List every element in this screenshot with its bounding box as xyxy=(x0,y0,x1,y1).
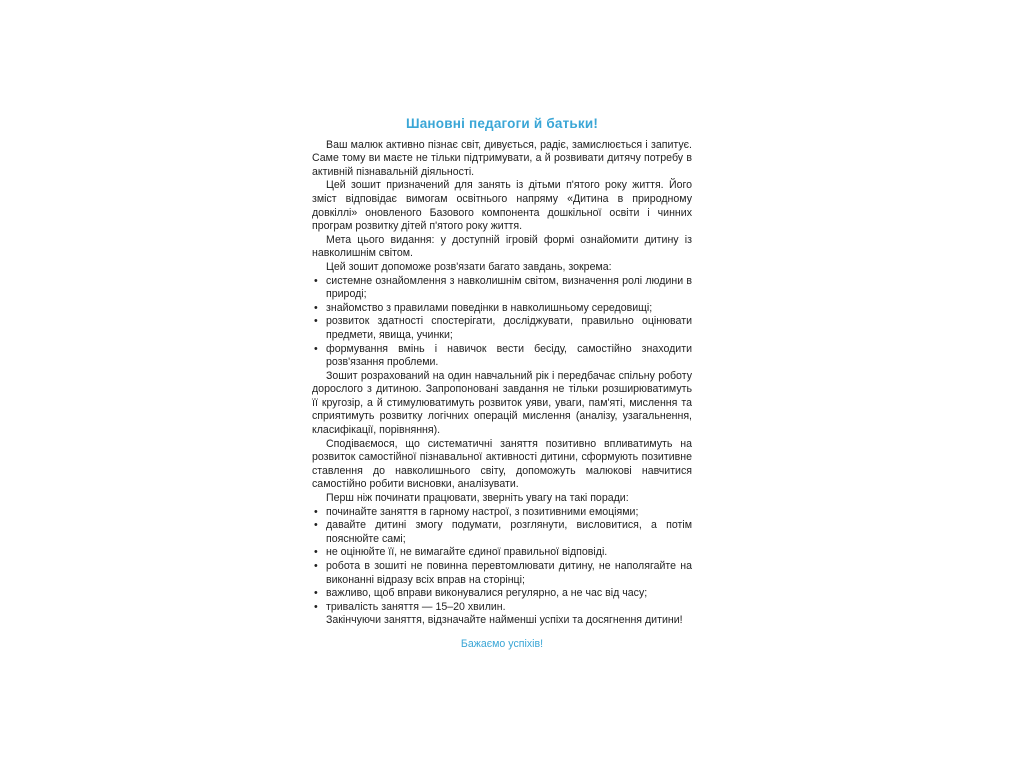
paragraph: Перш ніж починати працювати, зверніть увагу на такі поради: xyxy=(326,492,629,505)
list-item-text: знайомство з правилами поведінки в навколишньому середовищі; xyxy=(326,301,653,314)
list-item xyxy=(312,519,692,546)
list-item xyxy=(312,560,692,587)
list-item xyxy=(312,506,692,520)
bullet-icon: • xyxy=(314,301,318,314)
bullet-icon: • xyxy=(314,274,318,287)
list-item-text: давайте дитині змогу подумати, розглянути, висловитися, а потім пояснюйте самі; xyxy=(326,519,692,545)
bullet-icon: • xyxy=(314,587,318,600)
list-item-text: починайте заняття в гарному настрої, з позитивними емоціями; xyxy=(326,505,639,518)
list-item xyxy=(312,546,692,560)
list-item xyxy=(312,302,692,316)
bullet-icon: • xyxy=(314,505,318,518)
paragraph: Закінчуючи заняття, відзначайте найменші успіхи та досягнення дитини! xyxy=(326,614,683,627)
list-item xyxy=(312,275,692,302)
paragraph: Мета цього видання: у доступній ігровій формі ознайомити дитину із навколишнім світом. xyxy=(312,233,692,260)
list-item-text: тривалість заняття — 15–20 хвилин. xyxy=(326,600,506,613)
list-item xyxy=(312,343,692,370)
paragraph: Сподіваємося, що систематичні заняття позитивно впливатимуть на розвиток самостійної пізнавальної активності дитини, сформують позитивне ставлення до навколишнього світу, допоможуть малюкові навчитися самостійно робити висновки, аналізувати. xyxy=(312,437,692,491)
bullet-icon: • xyxy=(314,560,318,572)
closing-wish: Бажаємо успіхів! xyxy=(460,637,544,650)
tips-list xyxy=(312,506,692,615)
list-item xyxy=(312,601,692,615)
list-item xyxy=(312,587,692,601)
list-item-text: робота в зошиті не повинна перевтомлювати дитину, не наполягайте на виконанні відразу всіх вправ на сторінці; xyxy=(326,560,692,586)
bullet-icon: • xyxy=(314,315,318,328)
tasks-list xyxy=(312,275,692,370)
list-item-text: важливо, щоб вправи виконувалися регулярно, а не час від часу; xyxy=(326,587,648,600)
paragraph: Ваш малюк активно пізнає світ, дивується, радіє, замислюється і запитує. Саме тому ви маєте не тільки підтримувати, а й розвивати дитячу потребу в активній пізнавальній діяльності. xyxy=(312,138,692,178)
list-item xyxy=(312,315,692,342)
paragraph: Зошит розрахований на один навчальний рік і передбачає спільну роботу дорослого з дитиною. Запропоновані завдання не тільки розширюватимуть її кругозір, а й стимулюватимуть розвиток уяви, уваги, пам'яті, мислення та сприятимуть розвитку логічних операцій мислення (аналізу, узагальнення, класифікації, порівняння). xyxy=(312,369,692,437)
list-item-text: розвиток здатності спостерігати, досліджувати, правильно оцінювати предмети, явища, учинки; xyxy=(326,315,692,341)
paragraph: Цей зошит допоможе розв'язати багато завдань, зокрема: xyxy=(326,260,612,273)
paragraph: Цей зошит призначений для занять із дітьми п'ятого року життя. Його зміст відповідає вимогам освітнього напряму «Дитина в природному довкіллі» оновленого Базового компонента дошкільної освіти і чинних програм розвитку дітей п'ятого року життя. xyxy=(312,179,692,233)
page-title: Шановні педагоги й батьки! xyxy=(405,116,599,131)
bullet-icon: • xyxy=(314,600,318,613)
list-item-text: не оцінюйте її, не вимагайте єдиної правильної відповіді. xyxy=(326,546,608,559)
bullet-icon: • xyxy=(314,342,318,355)
document-body xyxy=(312,117,692,652)
list-item-text: формування вмінь і навичок вести бесіду, самостійно знаходити розв'язання проблеми. xyxy=(326,342,692,369)
bullet-icon: • xyxy=(314,546,318,559)
list-item-text: системне ознайомлення з навколишнім світом, визначення ролі людини в природі; xyxy=(326,274,692,301)
bullet-icon: • xyxy=(314,519,318,532)
